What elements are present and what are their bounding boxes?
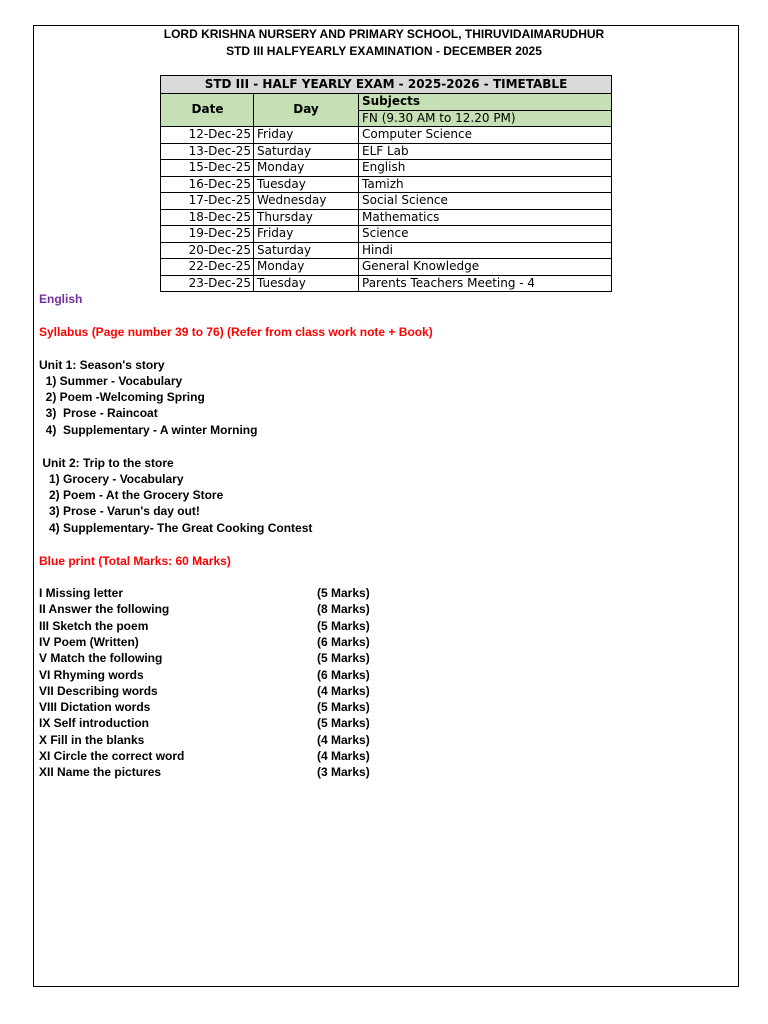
subject-heading: English bbox=[39, 292, 83, 306]
blueprint-heading: Blue print (Total Marks: 60 Marks) bbox=[39, 554, 231, 568]
unit2-item: 2) Poem - At the Grocery Store bbox=[39, 488, 224, 502]
blueprint-marks: (4 Marks) bbox=[317, 683, 370, 698]
subject-cell: General Knowledge bbox=[359, 259, 612, 276]
blueprint-section: VIII Dictation words bbox=[39, 700, 151, 715]
subject-cell: Science bbox=[359, 226, 612, 243]
day-cell: Saturday bbox=[254, 242, 359, 259]
blueprint-section: XII Name the pictures bbox=[39, 765, 162, 780]
unit2-title: Unit 2: Trip to the store bbox=[39, 456, 174, 470]
date-cell: 16-Dec-25 bbox=[161, 176, 254, 193]
date-cell: 18-Dec-25 bbox=[161, 209, 254, 226]
timetable-row bbox=[161, 176, 612, 193]
blueprint-marks: (5 Marks) bbox=[317, 700, 370, 715]
blueprint-section: III Sketch the poem bbox=[39, 618, 149, 633]
blueprint-section: IV Poem (Written) bbox=[39, 634, 139, 649]
school-name: LORD KRISHNA NURSERY AND PRIMARY SCHOOL, THIRUVIDAIMARUDHUR bbox=[163, 27, 605, 41]
blueprint-section: VII Describing words bbox=[39, 683, 158, 698]
timetable-row bbox=[161, 160, 612, 177]
blueprint-marks: (5 Marks) bbox=[317, 586, 370, 600]
blueprint-section: I Missing letter bbox=[39, 586, 124, 600]
blueprint-marks: (5 Marks) bbox=[317, 716, 370, 731]
blueprint-section: IX Self introduction bbox=[39, 716, 149, 731]
timetable bbox=[160, 75, 612, 292]
subjects-header: Subjects bbox=[359, 94, 612, 111]
unit1-item: 3) Prose - Raincoat bbox=[39, 406, 158, 420]
blueprint-section: II Answer the following bbox=[39, 602, 170, 617]
exam-title: STD III HALFYEARLY EXAMINATION - DECEMBER 2025 bbox=[226, 44, 542, 58]
blueprint-marks: (5 Marks) bbox=[317, 618, 370, 633]
date-cell: 19-Dec-25 bbox=[161, 226, 254, 243]
day-cell: Wednesday bbox=[254, 193, 359, 210]
timetable-row bbox=[161, 259, 612, 276]
date-cell: 20-Dec-25 bbox=[161, 242, 254, 259]
blueprint-marks: (8 Marks) bbox=[317, 602, 370, 617]
timetable-row bbox=[161, 127, 612, 144]
blueprint-marks: (5 Marks) bbox=[317, 651, 370, 666]
timetable-title: STD III - HALF YEARLY EXAM - 2025-2026 - TIMETABLE bbox=[161, 76, 612, 94]
session-header: FN (9.30 AM to 12.20 PM) bbox=[359, 110, 612, 127]
syllabus-heading: Syllabus (Page number 39 to 76) (Refer from class work note + Book) bbox=[39, 325, 433, 339]
blueprint-marks: (6 Marks) bbox=[317, 634, 370, 649]
date-cell: 13-Dec-25 bbox=[161, 143, 254, 160]
unit1-item: 1) Summer - Vocabulary bbox=[39, 374, 183, 388]
unit2-item: 4) Supplementary- The Great Cooking Contest bbox=[39, 521, 313, 535]
timetable-row bbox=[161, 275, 612, 292]
timetable-row bbox=[161, 143, 612, 160]
subject-cell: Parents Teachers Meeting - 4 bbox=[359, 275, 612, 292]
blueprint-section: XI Circle the correct word bbox=[39, 749, 185, 763]
unit2-item: 3) Prose - Varun's day out! bbox=[39, 504, 200, 518]
blueprint-marks: (4 Marks) bbox=[317, 749, 370, 763]
date-cell: 23-Dec-25 bbox=[161, 275, 254, 292]
date-cell: 22-Dec-25 bbox=[161, 259, 254, 276]
subject-cell: English bbox=[359, 160, 612, 177]
blueprint-section: VI Rhyming words bbox=[39, 667, 144, 682]
unit2-item: 1) Grocery - Vocabulary bbox=[39, 472, 184, 486]
date-cell: 17-Dec-25 bbox=[161, 193, 254, 210]
day-cell: Friday bbox=[254, 226, 359, 243]
day-header: Day bbox=[254, 94, 359, 127]
date-header: Date bbox=[161, 94, 254, 127]
day-cell: Monday bbox=[254, 259, 359, 276]
unit1-title: Unit 1: Season's story bbox=[39, 358, 165, 372]
blueprint-marks: (3 Marks) bbox=[317, 765, 370, 780]
subject-cell: Computer Science bbox=[359, 127, 612, 144]
blueprint-marks: (4 Marks) bbox=[317, 732, 370, 747]
subject-cell: Hindi bbox=[359, 242, 612, 259]
timetable-row bbox=[161, 226, 612, 243]
unit1-item: 2) Poem -Welcoming Spring bbox=[39, 390, 205, 404]
day-cell: Tuesday bbox=[254, 275, 359, 292]
day-cell: Thursday bbox=[254, 209, 359, 226]
date-cell: 15-Dec-25 bbox=[161, 160, 254, 177]
timetable-row bbox=[161, 242, 612, 259]
subject-cell: Mathematics bbox=[359, 209, 612, 226]
blueprint-section: X Fill in the blanks bbox=[39, 732, 145, 747]
timetable-row bbox=[161, 193, 612, 210]
timetable-body bbox=[161, 127, 612, 292]
subject-cell: Social Science bbox=[359, 193, 612, 210]
day-cell: Monday bbox=[254, 160, 359, 177]
timetable-row bbox=[161, 209, 612, 226]
day-cell: Tuesday bbox=[254, 176, 359, 193]
blueprint-marks: (6 Marks) bbox=[317, 667, 370, 682]
unit1-item: 4) Supplementary - A winter Morning bbox=[39, 423, 258, 437]
day-cell: Friday bbox=[254, 127, 359, 144]
blueprint-section: V Match the following bbox=[39, 651, 163, 666]
day-cell: Saturday bbox=[254, 143, 359, 160]
date-cell: 12-Dec-25 bbox=[161, 127, 254, 144]
subject-cell: Tamizh bbox=[359, 176, 612, 193]
subject-cell: ELF Lab bbox=[359, 143, 612, 160]
